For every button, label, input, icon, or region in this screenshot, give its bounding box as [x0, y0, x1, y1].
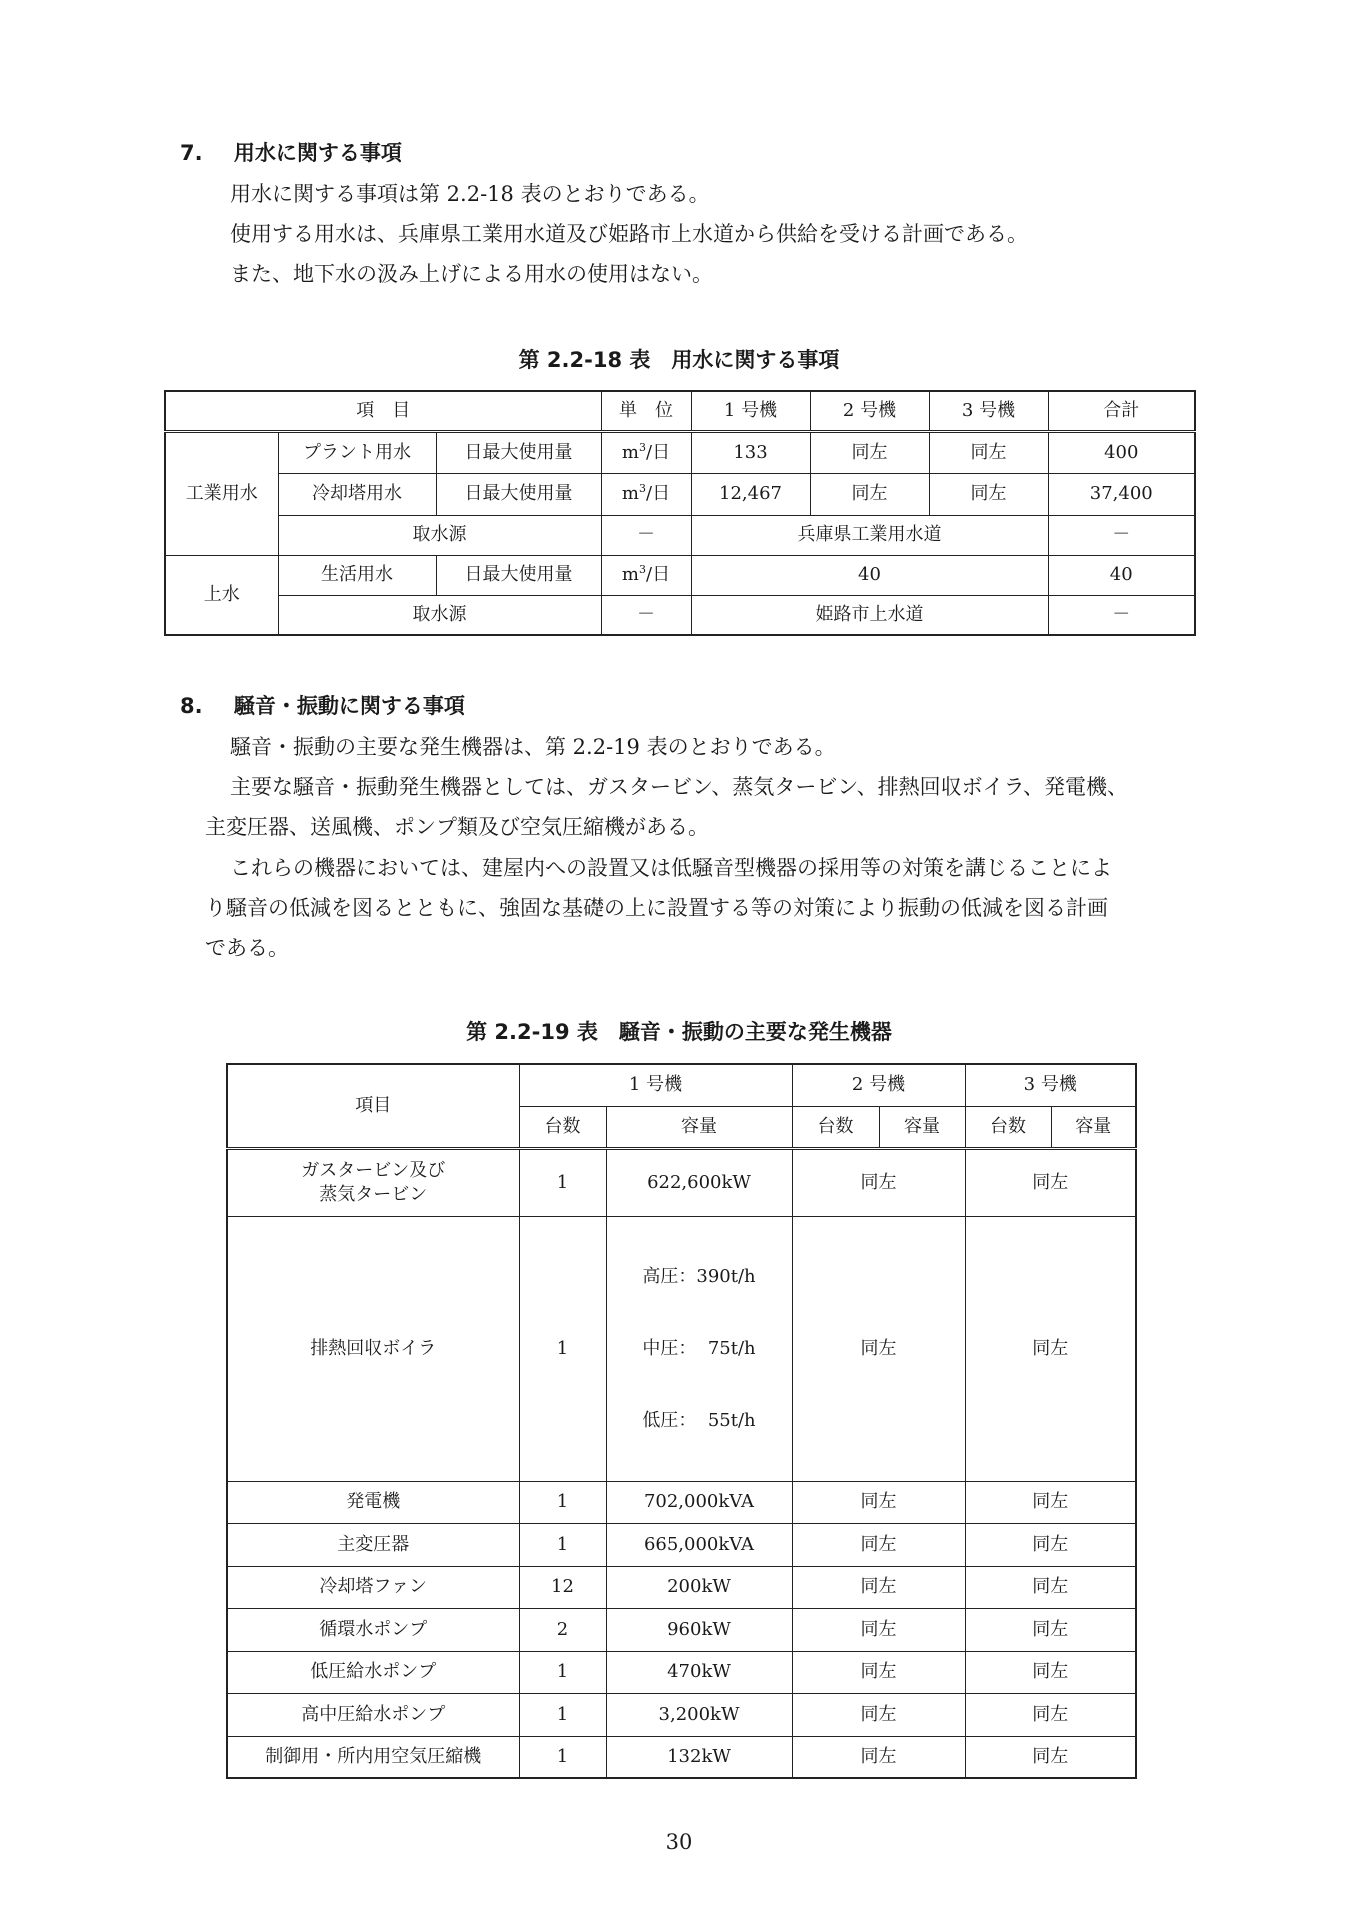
- cooling-water-unit-2: 同左: [810, 473, 929, 515]
- equipment-capacity: 132kW: [606, 1736, 792, 1778]
- equipment-unit-3: 同左: [965, 1608, 1136, 1651]
- table-row: [227, 1651, 1136, 1693]
- header-item: 項目: [227, 1064, 519, 1148]
- equipment-capacity: 高圧：390t/h 中圧： 75t/h 低圧： 55t/h: [606, 1216, 792, 1481]
- header-unit: 単 位: [601, 391, 691, 431]
- plant-water-unit-1: 133: [691, 431, 810, 473]
- equipment-count: 1: [519, 1693, 606, 1736]
- section-7-paragraph-1: 用水に関する事項は第 2.2-18 表のとおりである。: [230, 182, 710, 206]
- equipment-capacity: 622,600kW: [606, 1148, 792, 1216]
- section-8-paragraph-3b: り騒音の低減を図るとともに、強固な基礎の上に設置する等の対策により振動の低減を図る計画: [205, 896, 1108, 920]
- plant-water-metric: 日最大使用量: [436, 431, 601, 473]
- section-7-paragraph-3: また、地下水の汲み上げによる用水の使用はない。: [230, 262, 713, 286]
- table-row: [227, 1523, 1136, 1566]
- industrial-source-total: －: [1048, 515, 1195, 555]
- potable-source-unit: －: [601, 595, 691, 635]
- plant-water-name: プラント用水: [278, 431, 436, 473]
- equipment-capacity: 3,200kW: [606, 1693, 792, 1736]
- plant-water-total: 400: [1048, 431, 1195, 473]
- table-row: [165, 473, 1195, 515]
- life-water-value: 40: [691, 555, 1048, 595]
- equipment-unit-2: 同左: [792, 1608, 965, 1651]
- header-unit-1: 1 号機: [691, 391, 810, 431]
- industrial-source-value: 兵庫県工業用水道: [691, 515, 1048, 555]
- header-unit-2-count: 台数: [792, 1106, 879, 1148]
- equipment-capacity: 960kW: [606, 1608, 792, 1651]
- section-7-paragraph-2: 使用する用水は、兵庫県工業用水道及び姫路市上水道から供給を受ける計画である。: [230, 222, 1028, 246]
- table-row: [227, 1608, 1136, 1651]
- equipment-name: 制御用・所内用空気圧縮機: [227, 1736, 519, 1778]
- water-usage-table: [164, 390, 1196, 636]
- header-unit-3-count: 台数: [965, 1106, 1051, 1148]
- table-row: [165, 431, 1195, 473]
- equipment-name: 排熱回収ボイラ: [227, 1216, 519, 1481]
- section-8-paragraph-2a: 主要な騒音・振動発生機器としては、ガスタービン、蒸気タービン、排熱回収ボイラ、発電機、: [230, 775, 1128, 799]
- header-unit-3: 3 号機: [965, 1064, 1136, 1106]
- life-water-total: 40: [1048, 555, 1195, 595]
- equipment-name: ガスタービン及び 蒸気タービン: [227, 1148, 519, 1216]
- equipment-unit-2: 同左: [792, 1523, 965, 1566]
- equipment-unit-3: 同左: [965, 1736, 1136, 1778]
- equipment-unit-2: 同左: [792, 1736, 965, 1778]
- table-row: [227, 1481, 1136, 1523]
- equipment-unit-2: 同左: [792, 1651, 965, 1693]
- equipment-name: 冷却塔ファン: [227, 1566, 519, 1608]
- equipment-count: 2: [519, 1608, 606, 1651]
- industrial-source-label: 取水源: [278, 515, 601, 555]
- cooling-water-unit-1: 12,467: [691, 473, 810, 515]
- header-unit-1-capacity: 容量: [606, 1106, 792, 1148]
- table-row: [165, 555, 1195, 595]
- table-row: [227, 1736, 1136, 1778]
- page-number: 30: [665, 1830, 693, 1854]
- equipment-name: 低圧給水ポンプ: [227, 1651, 519, 1693]
- equipment-count: 1: [519, 1216, 606, 1481]
- cooling-water-total: 37,400: [1048, 473, 1195, 515]
- section-7-title: 用水に関する事項: [233, 141, 402, 165]
- plant-water-unit-2: 同左: [810, 431, 929, 473]
- equipment-capacity: 665,000kVA: [606, 1523, 792, 1566]
- equipment-count: 1: [519, 1736, 606, 1778]
- equipment-count: 1: [519, 1481, 606, 1523]
- cooling-water-unit-3: 同左: [929, 473, 1048, 515]
- equipment-name: 循環水ポンプ: [227, 1608, 519, 1651]
- equipment-unit-3: 同左: [965, 1481, 1136, 1523]
- header-unit-2-capacity: 容量: [879, 1106, 965, 1148]
- section-8-heading: [180, 690, 465, 720]
- potable-source-value: 姫路市上水道: [691, 595, 1048, 635]
- equipment-count: 12: [519, 1566, 606, 1608]
- equipment-capacity: 702,000kVA: [606, 1481, 792, 1523]
- equipment-count: 1: [519, 1523, 606, 1566]
- equipment-count: 1: [519, 1148, 606, 1216]
- table-row: [227, 1216, 1136, 1481]
- equipment-unit-2: 同左: [792, 1481, 965, 1523]
- header-unit-2: 2 号機: [810, 391, 929, 431]
- section-8-paragraph-3a: これらの機器においては、建屋内への設置又は低騒音型機器の採用等の対策を講じることによ: [230, 856, 1112, 880]
- noise-vibration-equipment-table: [226, 1063, 1137, 1779]
- equipment-unit-3: 同左: [965, 1523, 1136, 1566]
- equipment-unit-3: 同左: [965, 1148, 1136, 1216]
- equipment-unit-3: 同左: [965, 1651, 1136, 1693]
- potable-source-label: 取水源: [278, 595, 601, 635]
- section-7-number: 7.: [180, 141, 203, 165]
- table-row: [165, 515, 1195, 555]
- header-unit-1: 1 号機: [519, 1064, 792, 1106]
- life-water-name: 生活用水: [278, 555, 436, 595]
- table-row: [227, 1566, 1136, 1608]
- table-row: [227, 1148, 1136, 1216]
- cooling-water-metric: 日最大使用量: [436, 473, 601, 515]
- section-8-title: 騒音・振動に関する事項: [233, 694, 465, 718]
- header-unit-3-capacity: 容量: [1051, 1106, 1136, 1148]
- cooling-water-name: 冷却塔用水: [278, 473, 436, 515]
- equipment-unit-3: 同左: [965, 1566, 1136, 1608]
- equipment-unit-2: 同左: [792, 1693, 965, 1736]
- section-8-paragraph-3c: である。: [205, 936, 289, 960]
- equipment-capacity: 200kW: [606, 1566, 792, 1608]
- equipment-name: 高中圧給水ポンプ: [227, 1693, 519, 1736]
- header-unit-1-count: 台数: [519, 1106, 606, 1148]
- header-total: 合計: [1048, 391, 1195, 431]
- section-8-number: 8.: [180, 694, 203, 718]
- equipment-name: 主変圧器: [227, 1523, 519, 1566]
- plant-water-unit: $m^3/$日: [601, 431, 691, 473]
- equipment-unit-2: 同左: [792, 1148, 965, 1216]
- equipment-count: 1: [519, 1651, 606, 1693]
- equipment-unit-3: 同左: [965, 1693, 1136, 1736]
- table-19-header-row: [227, 1064, 1136, 1106]
- plant-water-unit-3: 同左: [929, 431, 1048, 473]
- equipment-name: 発電機: [227, 1481, 519, 1523]
- section-8-paragraph-2b: 主変圧器、送風機、ポンプ類及び空気圧縮機がある。: [205, 815, 709, 839]
- header-item: 項 目: [165, 391, 601, 431]
- table-row: [165, 595, 1195, 635]
- section-8-paragraph-1: 騒音・振動の主要な発生機器は、第 2.2-19 表のとおりである。: [230, 735, 836, 759]
- life-water-metric: 日最大使用量: [436, 555, 601, 595]
- equipment-unit-3: 同左: [965, 1216, 1136, 1481]
- equipment-capacity: 470kW: [606, 1651, 792, 1693]
- table-18-caption: 第 2.2-18 表 用水に関する事項: [518, 348, 840, 372]
- potable-source-total: －: [1048, 595, 1195, 635]
- cooling-water-unit: $m^3/$日: [601, 473, 691, 515]
- header-unit-3: 3 号機: [929, 391, 1048, 431]
- table-19-caption: 第 2.2-19 表 騒音・振動の主要な発生機器: [466, 1020, 892, 1044]
- header-unit-2: 2 号機: [792, 1064, 965, 1106]
- potable-water-label: 上水: [165, 555, 278, 635]
- equipment-unit-2: 同左: [792, 1216, 965, 1481]
- equipment-unit-2: 同左: [792, 1566, 965, 1608]
- life-water-unit: $m^3/$日: [601, 555, 691, 595]
- table-18-header-row: [165, 391, 1195, 431]
- section-7-heading: [180, 137, 402, 167]
- industrial-source-unit: －: [601, 515, 691, 555]
- industrial-water-label: 工業用水: [165, 431, 278, 555]
- table-row: [227, 1693, 1136, 1736]
